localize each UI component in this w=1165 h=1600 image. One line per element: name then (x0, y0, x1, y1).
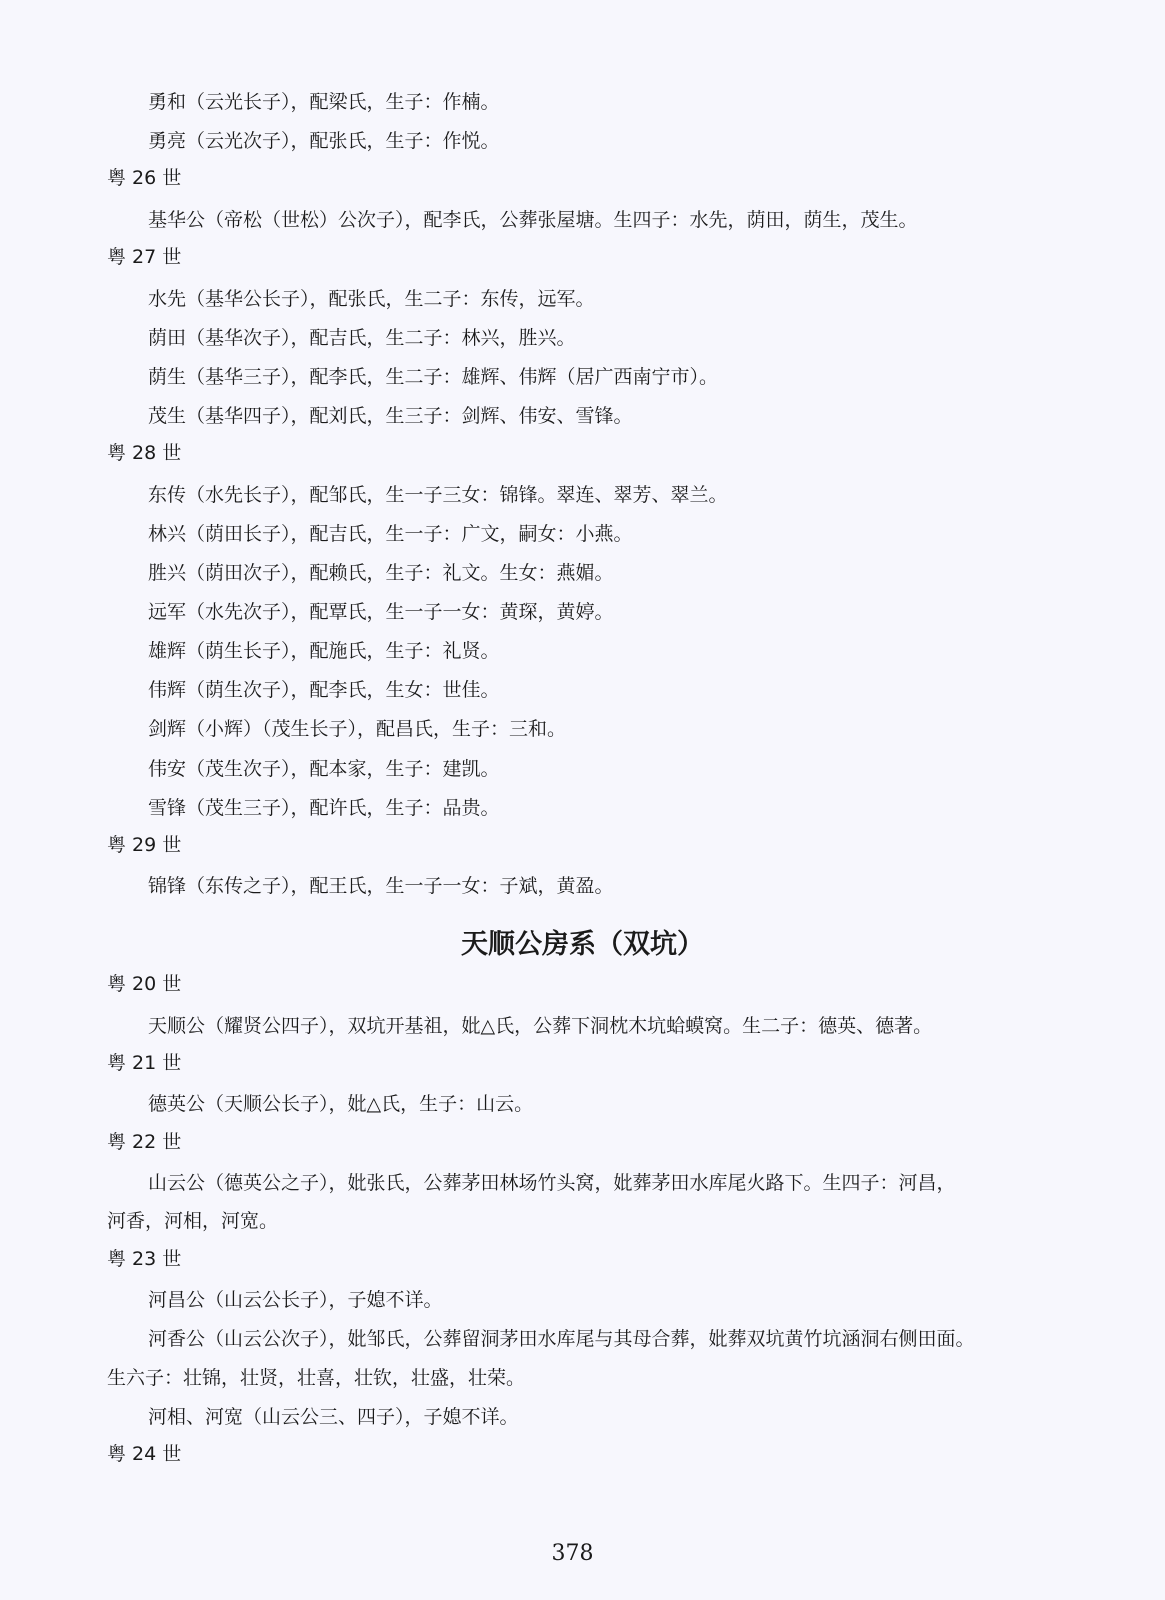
entry-dongchuan: 东传（水先长子），配邹氏，生一子三女：锦锋。翠连、翠芳、翠兰。 (148, 484, 728, 506)
entry-xuefeng: 雪锋（茂生三子），配许氏，生子：品贵。 (148, 797, 500, 819)
entry-hexiang: 河香公（山云公次子），妣邹氏，公葬留洞茅田水库尾与其母合葬，妣葬双坑黄竹坑涵洞右侧田面。 (148, 1328, 975, 1350)
generation-heading-20: 粤 20 世 (107, 973, 182, 995)
generation-heading-22: 粤 22 世 (107, 1131, 182, 1153)
entry-yuanjun: 远军（水先次子），配覃氏，生一子一女：黄琛，黄婷。 (148, 601, 614, 623)
entry-shanyun: 山云公（德英公之子），妣张氏，公葬茅田林场竹头窝，妣葬茅田水库尾火路下。生四子：河昌， (148, 1172, 956, 1194)
entry-deying: 德英公（天顺公长子），妣△氏，生子：山云。 (148, 1093, 534, 1115)
generation-heading-23: 粤 23 世 (107, 1248, 182, 1270)
entry-hexiang-hekuan: 河相、河宽（山云公三、四子），子媳不详。 (148, 1406, 519, 1428)
entry-yinsheng: 荫生（基华三子），配李氏，生二子：雄辉、伟辉（居广西南宁市）。 (148, 366, 719, 388)
entry-hexiang-continued: 生六子：壮锦，壮贤，壮喜，壮钦，壮盛，壮荣。 (107, 1367, 526, 1389)
entry-maosheng: 茂生（基华四子），配刘氏，生三子：剑辉、伟安、雪锋。 (148, 405, 633, 427)
entry-weihui: 伟辉（荫生次子），配李氏，生女：世佳。 (148, 679, 500, 701)
entry-yonghe: 勇和（云光长子），配梁氏，生子：作楠。 (148, 91, 500, 113)
entry-linxing: 林兴（荫田长子），配吉氏，生一子：广文，嗣女：小燕。 (148, 523, 633, 545)
entry-jinfeng: 锦锋（东传之子），配王氏，生一子一女：子斌，黄盈。 (148, 875, 614, 897)
entry-weian: 伟安（茂生次子），配本家，生子：建凯。 (148, 758, 500, 780)
section-title: 天顺公房系（双坑） (461, 929, 704, 960)
generation-heading-26: 粤 26 世 (107, 167, 182, 189)
entry-jianhui: 剑辉（小辉）（茂生长子），配昌氏，生子：三和。 (148, 718, 567, 740)
entry-shanyun-continued: 河香，河相，河宽。 (107, 1210, 279, 1232)
entry-jihua: 基华公（帝松（世松）公次子），配李氏，公葬张屋塘。生四子：水先，荫田，荫生，茂生。 (148, 209, 918, 231)
entry-tianshun: 天顺公（耀贤公四子），双坑开基祖，妣△氏，公葬下洞枕木坑蛤蟆窝。生二子：德英、德著。 (148, 1015, 933, 1037)
page-number: 378 (551, 1541, 594, 1566)
entry-xionghui: 雄辉（荫生长子），配施氏，生子：礼贤。 (148, 640, 500, 662)
generation-heading-28: 粤 28 世 (107, 442, 182, 464)
generation-heading-24: 粤 24 世 (107, 1443, 182, 1465)
entry-hechang: 河昌公（山云公长子），子媳不详。 (148, 1289, 443, 1311)
generation-heading-21: 粤 21 世 (107, 1052, 182, 1074)
generation-heading-29: 粤 29 世 (107, 834, 182, 856)
generation-heading-27: 粤 27 世 (107, 246, 182, 268)
entry-yongliang: 勇亮（云光次子），配张氏，生子：作悦。 (148, 130, 500, 152)
entry-shuixian: 水先（基华公长子），配张氏，生二子：东传，远军。 (148, 288, 595, 310)
entry-shengxing: 胜兴（荫田次子），配赖氏，生子：礼文。生女：燕媚。 (148, 562, 614, 584)
entry-yintian: 荫田（基华次子），配吉氏，生二子：林兴，胜兴。 (148, 327, 576, 349)
